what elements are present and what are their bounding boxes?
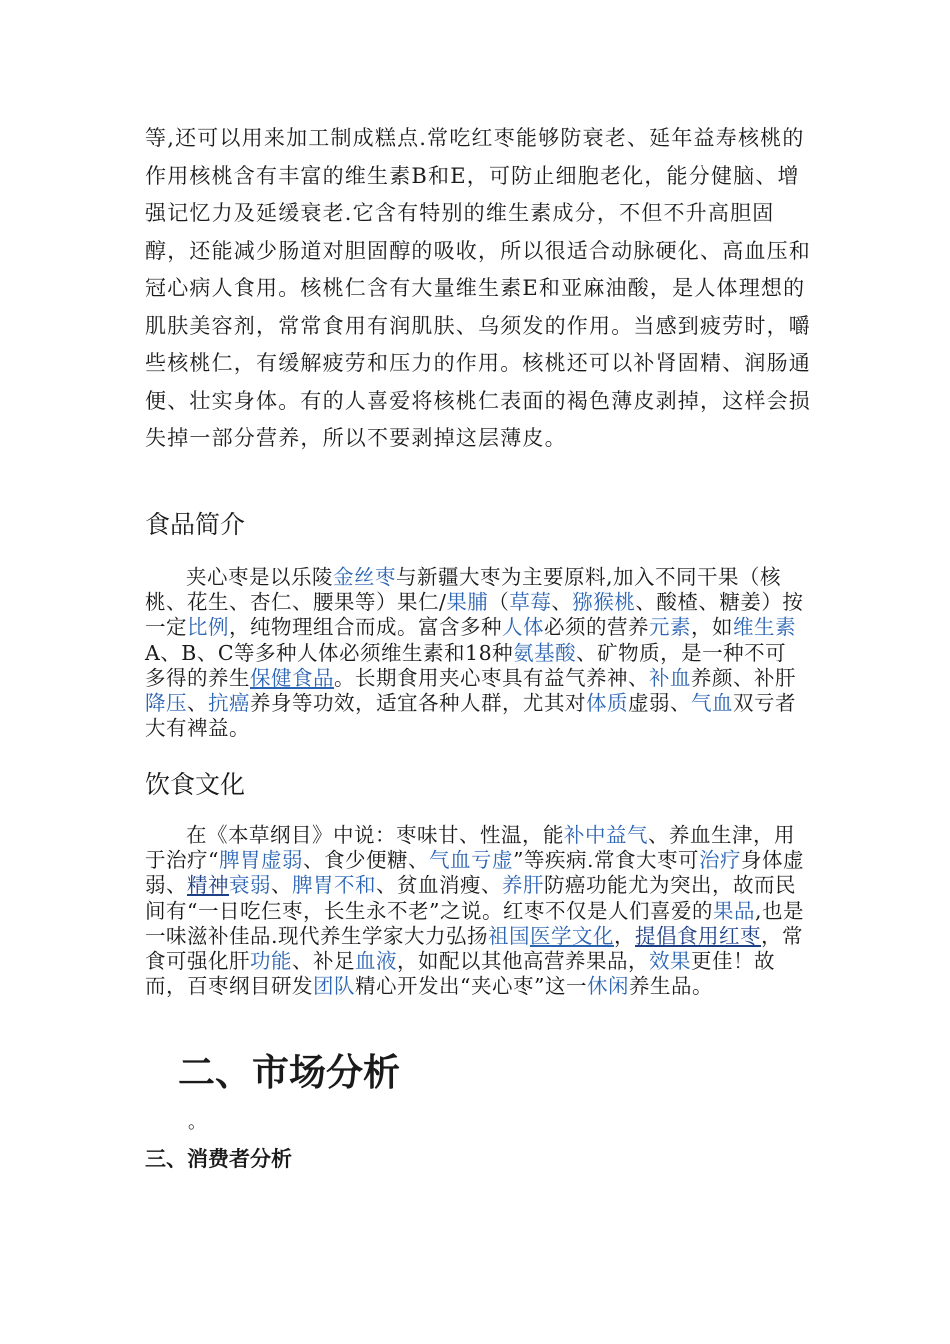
text-run: 防癌功能尤为突出，故而民间有“一日吃仨枣，长生永不老”之说。红枣不仅是人们喜爱的 <box>145 873 796 923</box>
hyperlink[interactable]: 脾胃不和 <box>292 873 376 898</box>
hyperlink[interactable]: 气血 <box>691 691 733 716</box>
hyperlink[interactable]: 比例 <box>187 615 229 640</box>
text-run: 、 <box>271 873 292 898</box>
hyperlink[interactable]: 金丝枣 <box>333 565 396 589</box>
hyperlink[interactable]: 功能 <box>250 949 292 974</box>
text-run: 精心开发出“夹心枣”这一 <box>355 974 587 999</box>
text-run: 。长期食用夹心枣具有益气养神、 <box>334 665 649 690</box>
text-run: 双亏者大有裨益。 <box>145 691 796 741</box>
hyperlink[interactable]: 精神 <box>187 873 229 898</box>
text-run: 、补足 <box>292 949 355 974</box>
food-intro-paragraph <box>145 565 807 741</box>
hyperlink[interactable]: 休闲 <box>586 974 629 999</box>
hyperlink[interactable]: 团队 <box>313 974 355 999</box>
hyperlink[interactable]: 氨基酸 <box>513 640 577 665</box>
text-run: 更佳！故而，百枣纲目研发 <box>145 949 775 999</box>
hyperlink[interactable]: 祖国 <box>488 923 531 948</box>
text-run: 与新疆大枣为主要原料,加入不同干果（核桃、花生、杏仁、腰果等）果仁/ <box>145 565 782 615</box>
hyperlink[interactable]: 治疗 <box>698 848 741 873</box>
text-run: A、B、C等多种人体必须维生素和18种 <box>145 640 514 665</box>
hyperlink[interactable]: 体质 <box>586 691 628 716</box>
hyperlink[interactable]: 衰弱 <box>229 873 271 898</box>
text-run: 、 <box>187 691 208 716</box>
hyperlink[interactable]: 补血 <box>649 665 691 690</box>
text-run: 、贫血消瘦、 <box>376 873 502 898</box>
text-run: 、酸楂、糖姜）按一定 <box>145 590 804 640</box>
food-culture-heading: 饮食文化 <box>145 770 246 799</box>
hyperlink[interactable]: 效果 <box>649 949 691 974</box>
text-run: 、 <box>551 590 573 615</box>
food-culture-paragraph <box>145 823 807 999</box>
hyperlink[interactable]: 提倡食用红枣 <box>635 923 762 948</box>
consumer-analysis-heading: 三、消费者分析 <box>145 1147 292 1171</box>
hyperlink[interactable]: 草莓 <box>509 590 552 615</box>
text-run: 养颜、补肝 <box>691 665 796 690</box>
hyperlink[interactable]: 补中益气 <box>564 823 648 847</box>
text-run: ”等疾病.常食大枣可 <box>512 848 699 873</box>
empty-paragraph-mark: 。 <box>188 1112 206 1133</box>
text-run: ，常食可强化肝 <box>145 923 804 974</box>
text-run: （ <box>488 590 510 615</box>
text-run: 、养血生津，用于治疗“ <box>145 823 795 873</box>
text-run: 养生品。 <box>628 974 713 999</box>
text-run: ，如 <box>691 615 733 640</box>
text-run: 在《本草纲目》中说：枣味甘、性温，能 <box>186 823 564 847</box>
text-run: ,也是一味滋补佳品.现代养生学家大力弘扬 <box>145 898 804 948</box>
hyperlink[interactable]: 元素 <box>649 615 691 640</box>
text-run: 虚弱、 <box>628 691 691 716</box>
hyperlink[interactable]: 保健食品 <box>250 665 334 690</box>
text-run: ，如配以其他高营养果品， <box>397 949 649 974</box>
hyperlink[interactable]: 猕猴桃 <box>572 590 636 615</box>
text-run: ， <box>614 923 636 948</box>
intro-text: 等,还可以用来加工制成糕点.常吃红枣能够防衰老、延年益寿核桃的作用核桃含有丰富的维生素B和E，可防止细胞老化，能分健脑、增强记忆力及延缓衰老.它含有特别的维生素成分，不但不升高胆固醇，还能减少肠道对胆固醇的吸收，所以很适合动脉硬化、高血压和冠心病人食用。核桃仁含有大量维生素E和亚麻油酸，是人体理想的肌肤美容剂，常常食用有润肌肤、乌须发的作用。当感到疲劳时，嚼些核桃仁，有缓解疲劳和压力的作用。核桃还可以补肾固精、润肠通便、壮实身体。有的人喜爱将核桃仁表面的褐色薄皮剥掉，这样会损失掉一部分营养，所以不要剥掉这层薄皮。 <box>145 126 811 450</box>
text-run: 必须的营养 <box>544 615 649 640</box>
text-run: 养身等功效，适宜各种人群，尤其对 <box>250 691 586 716</box>
hyperlink[interactable]: 血液 <box>355 949 397 974</box>
hyperlink[interactable]: 抗癌 <box>208 691 250 716</box>
hyperlink[interactable]: 医学文化 <box>530 923 615 948</box>
text-run: 夹心枣是以乐陵 <box>186 565 333 589</box>
market-analysis-heading: 二、市场分析 <box>178 1051 400 1094</box>
text-run: 身体虚弱、 <box>145 848 804 898</box>
hyperlink[interactable]: 果脯 <box>446 590 489 615</box>
text-run: ，纯物理组合而成。富含多种 <box>229 615 502 640</box>
hyperlink[interactable]: 脾胃虚弱 <box>218 848 303 873</box>
hyperlink[interactable]: 果品 <box>712 898 755 923</box>
hyperlink[interactable]: 人体 <box>502 615 544 640</box>
text-run: 、矿物质，是一种不可多得的养生 <box>145 640 787 690</box>
hyperlink[interactable]: 维生素 <box>733 615 796 640</box>
intro-paragraph <box>145 120 815 458</box>
food-intro-heading: 食品简介 <box>145 510 246 539</box>
hyperlink[interactable]: 气血亏虚 <box>428 848 513 873</box>
text-run: 、食少便糖、 <box>302 848 429 873</box>
hyperlink[interactable]: 降压 <box>145 691 187 716</box>
hyperlink[interactable]: 养肝 <box>502 873 544 898</box>
